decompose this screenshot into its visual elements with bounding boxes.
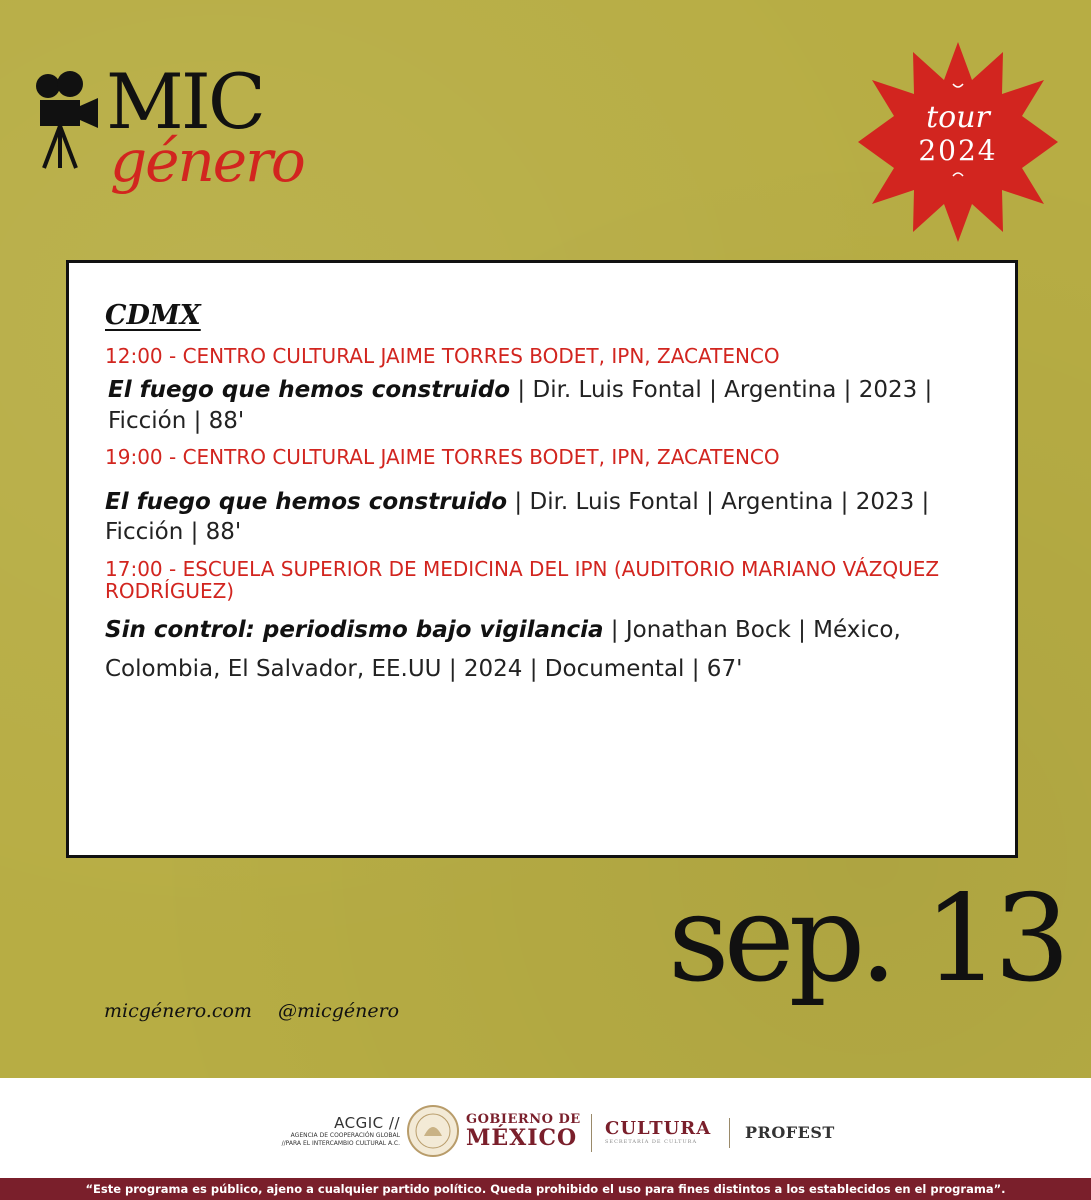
badge-year-text: 2024 [918, 134, 998, 167]
legal-disclaimer: “Este programa es público, ajeno a cualquier partido político. Queda prohibido el uso para fines distintos a los establecidos en el programa”. [0, 1178, 1091, 1200]
acgic-title: ACGIC // [334, 1114, 400, 1132]
website-link[interactable]: micgénero.com [104, 1000, 252, 1022]
film-details: | Dir. Luis Fontal | Argentina | 2023 | Ficción | 88' [108, 377, 933, 434]
gobierno-mexico-logo [466, 1112, 581, 1149]
acgic-subtitle-2: //PARA EL INTERCAMBIO CULTURAL A.C. [281, 1139, 400, 1147]
badge-tour-text: tour [926, 100, 990, 135]
screening-film [105, 611, 993, 690]
acgic-logo [252, 1114, 400, 1148]
acgic-subtitle-1: AGENCIA DE COOPERACIÓN GLOBAL [290, 1132, 400, 1139]
mexico-seal-icon [406, 1104, 460, 1158]
divider [591, 1114, 592, 1152]
film-details: | Dir. Luis Fontal | Argentina | 2023 | Ficción | 88' [105, 488, 930, 546]
program-box [66, 260, 1018, 858]
social-handle[interactable]: @micgénero [277, 1000, 400, 1022]
profest-logo: PROFEST [745, 1123, 835, 1142]
film-title: El fuego que hemos construido [108, 377, 511, 404]
spacer [105, 477, 993, 487]
screening-venue: 12:00 - CENTRO CULTURAL JAIME TORRES BODET, IPN, ZACATENCO [105, 343, 780, 368]
city-heading: CDMX [105, 300, 201, 331]
cultura-subtitle: SECRETARÍA DE CULTURA [605, 1139, 698, 1145]
gobierno-line-2: MÉXICO [466, 1125, 578, 1151]
event-date: sep. 13 [668, 870, 1065, 1009]
tour-badge [858, 42, 1058, 242]
film-title: Sin control: periodismo bajo vigilancia [105, 616, 604, 643]
divider [729, 1118, 730, 1148]
film-title: El fuego que hemos construido [105, 488, 508, 515]
screening-venue: 17:00 - ESCUELA SUPERIOR DE MEDICINA DEL IPN (AUDITORIO MARIANO VÁZQUEZ RODRÍGUEZ) [105, 556, 940, 604]
social-links [104, 1000, 425, 1022]
logo-mic-text: MIC [106, 57, 263, 146]
screening-film [105, 487, 993, 548]
gobierno-line-1: GOBIERNO DE [466, 1112, 581, 1127]
camera-icon [34, 70, 104, 170]
cultura-logo [605, 1118, 711, 1145]
cultura-title: CULTURA [605, 1118, 712, 1139]
screening-film [105, 375, 993, 436]
screening-venue: 19:00 - CENTRO CULTURAL JAIME TORRES BODET, IPN, ZACATENCO [105, 445, 780, 470]
film-details: | Jonathan Bock | México, Colombia, El Salvador, EE.UU | 2024 | Documental | 67' [105, 616, 901, 683]
micgenero-logo [34, 57, 304, 198]
logo-genero-text: género [110, 127, 304, 195]
